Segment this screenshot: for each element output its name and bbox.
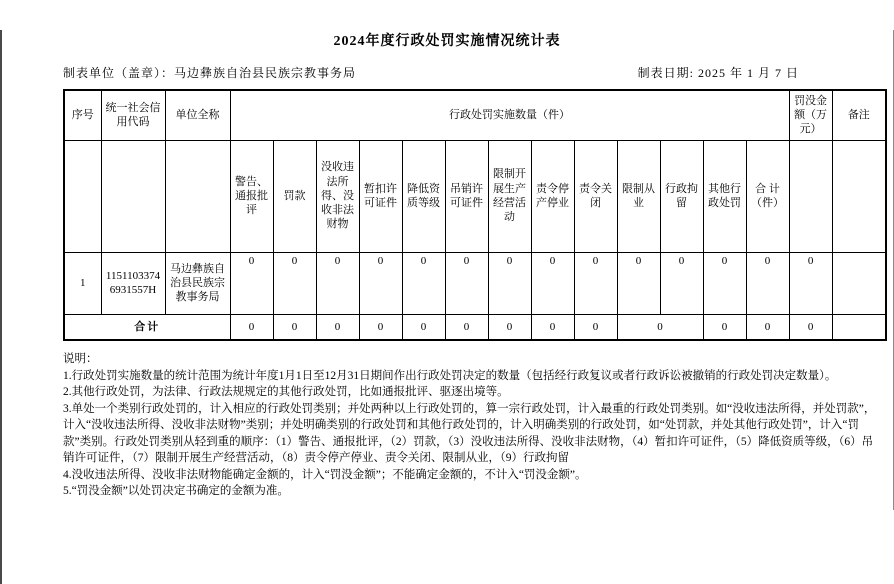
col-header-penalty-4: 降低资质等级 [402, 140, 445, 252]
total-remark-cell [832, 314, 886, 340]
empty-cell [64, 140, 101, 252]
value-cell: 0 [703, 252, 746, 314]
value-cell: 0 [617, 252, 660, 314]
col-header-penalty-1: 罚款 [273, 140, 316, 252]
total-value-cell: 0 [316, 314, 359, 340]
empty-cell [101, 140, 165, 252]
col-header-unit-name: 单位全称 [165, 90, 230, 140]
total-value-cell: 0 [531, 314, 574, 340]
penalty-stats-table [63, 89, 887, 341]
note-item: 4.没收违法所得、没收非法财物能确定金额的，计入“罚没金额”；不能确定金额的，不计入“罚没金额”。 [63, 468, 587, 481]
value-cell: 0 [402, 252, 445, 314]
meta-row [63, 64, 831, 81]
total-value-cell: 0 [574, 314, 617, 340]
page-title: 2024年度行政处罚实施情况统计表 [333, 34, 561, 49]
note-item: 5.“罚没金额”以处罚决定书确定的金额为准。 [63, 485, 289, 497]
col-header-penalty-6: 限制开展生产经营活动 [488, 140, 531, 252]
total-value-cell: 0 [359, 314, 402, 340]
total-value-cell: 0 [445, 314, 488, 340]
value-cell: 0 [746, 252, 789, 314]
col-header-penalty-5: 吊销许可证件 [445, 140, 488, 252]
col-header-amount: 罚没金额（万元） [789, 90, 832, 140]
header-row-1 [64, 90, 886, 140]
col-header-penalty-3: 暂扣许可证件 [359, 140, 402, 252]
total-value-cell: 0 [230, 314, 273, 340]
col-header-seq: 序号 [64, 90, 101, 140]
seq-cell: 1 [64, 252, 101, 314]
value-cell: 0 [445, 252, 488, 314]
value-cell: 0 [531, 252, 574, 314]
amount-cell: 0 [789, 252, 832, 314]
col-header-penalty-10: 行政拘留 [660, 140, 703, 252]
value-cell: 0 [488, 252, 531, 314]
note-item: 3.单处一个类别行政处罚的，计入相应的行政处罚类别；并处两种以上行政处罚的，算一宗行政处罚，计入最重的行政处罚类别。如“没收违法所得，并处罚款”，计入“没收违法所得、没收非法财物”类别；并处明确类别的行政处罚和其他行政处罚的，计入明确类别的行政处罚，如“处罚款，并处其他行政处罚”，计入“罚款”类别。行政处罚类别从轻到重的顺序：（1）警告、通报批评，（2）罚款，（3）没收违法所得、没收非法财物，（4）暂扣许可证件，（5）降低资质等级，（6）吊销许可证件，（7）限制开展生产经营活动，（8）责令停产停业、责令关闭、限制从业，（9）行政拘留 [63, 402, 876, 464]
empty-cell [165, 140, 230, 252]
header-row-2 [64, 140, 886, 252]
value-cell: 0 [273, 252, 316, 314]
value-cell: 0 [359, 252, 402, 314]
document-page [0, 30, 894, 584]
date-label: 制表日期: 2025 年 1 月 7 日 [637, 66, 799, 80]
value-cell: 0 [230, 252, 273, 314]
remark-cell [832, 252, 886, 314]
col-header-penalty-0: 警告、通报批评 [230, 140, 273, 252]
notes-section [63, 351, 881, 500]
total-label-cell: 合计 [64, 314, 230, 340]
total-value-cell: 0 [488, 314, 531, 340]
col-header-penalty-2: 没收违法所得、没收非法财物 [316, 140, 359, 252]
table-row [64, 252, 886, 314]
empty-cell [832, 140, 886, 252]
empty-cell [789, 140, 832, 252]
total-value-cell: 0 [273, 314, 316, 340]
total-row [64, 314, 886, 340]
col-header-penalty-group: 行政处罚实施数量（件） [230, 90, 789, 140]
total-value-cell: 0 [746, 314, 789, 340]
notes-heading: 说明： [63, 353, 98, 365]
note-item: 2.其他行政处罚，为法律、行政法规规定的其他行政处罚，比如通报批评、驱逐出境等。 [63, 386, 509, 398]
col-header-penalty-12: 合 计（件） [746, 140, 789, 252]
total-value-cell: 0 [402, 314, 445, 340]
col-header-penalty-11: 其他行政处罚 [703, 140, 746, 252]
unit-name-cell: 马边彝族自治县民族宗教事务局 [165, 252, 230, 314]
col-header-remark: 备注 [832, 90, 886, 140]
value-cell: 0 [316, 252, 359, 314]
page-left-edge [0, 30, 2, 584]
total-amount-cell: 0 [789, 314, 832, 340]
credit-code-cell: 11511033746931557H [101, 252, 165, 314]
value-cell: 0 [660, 252, 703, 314]
col-header-penalty-7: 责令停产停业 [531, 140, 574, 252]
issuer-label: 制表单位（盖章）：马边彝族自治县民族宗教事务局 [63, 66, 357, 80]
total-value-cell: 0 [703, 314, 746, 340]
total-value-cell-merged: 0 [617, 314, 703, 340]
col-header-credit-code: 统一社会信用代码 [101, 90, 165, 140]
col-header-penalty-8: 责令关闭 [574, 140, 617, 252]
col-header-penalty-9: 限制从业 [617, 140, 660, 252]
note-item: 1.行政处罚实施数量的统计范围为统计年度1月1日至12月31日期间作出行政处罚决定的数量（包括经行政复议或者行政诉讼被撤销的行政处罚决定数量）。 [63, 369, 837, 382]
value-cell: 0 [574, 252, 617, 314]
